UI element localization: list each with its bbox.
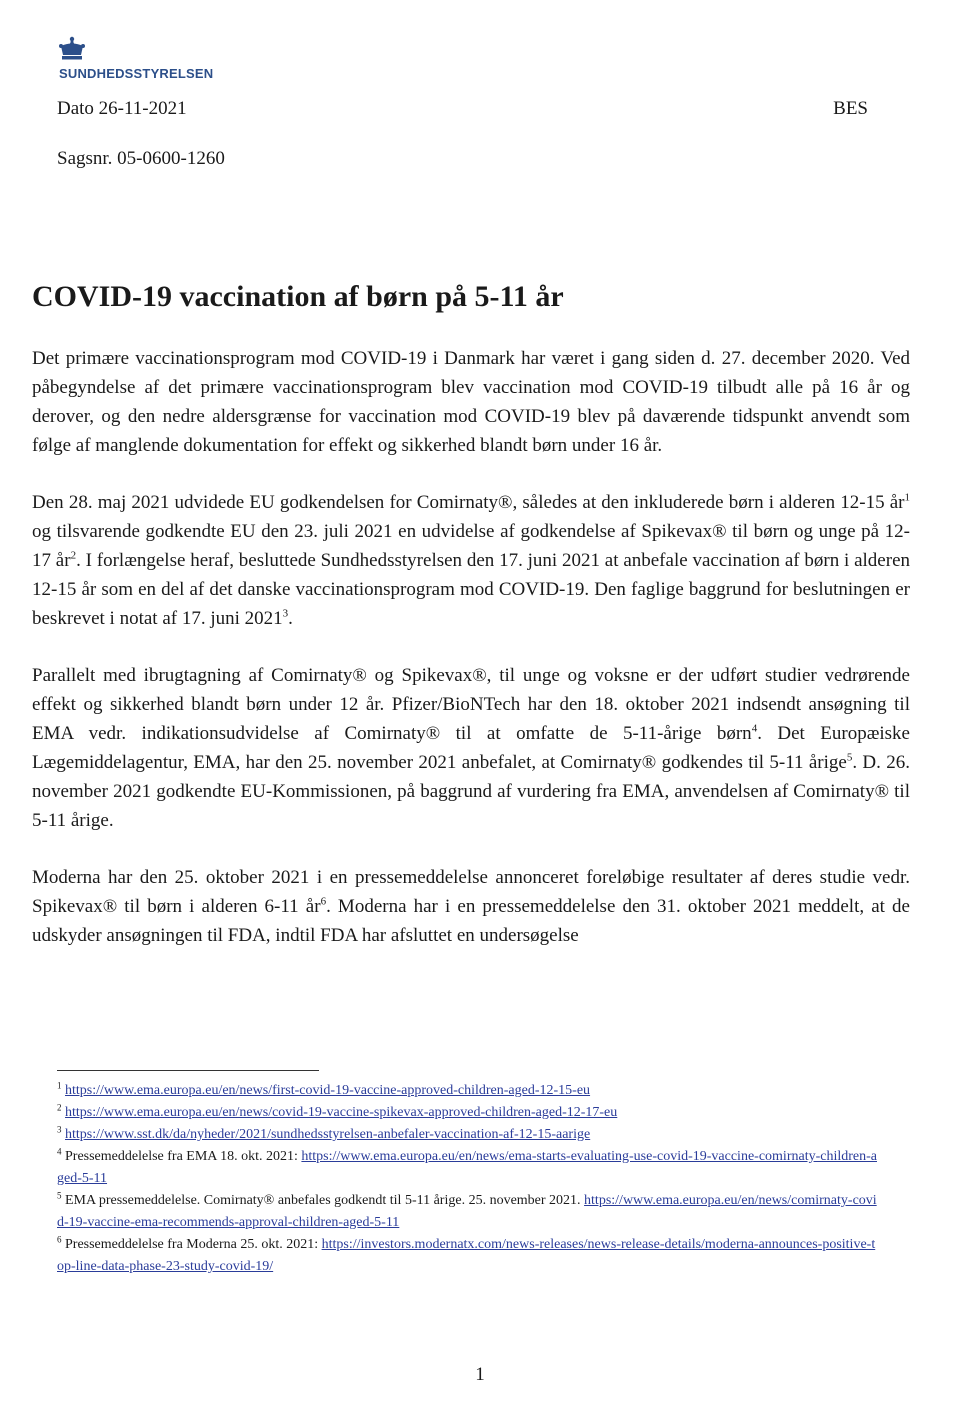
paragraph [32, 661, 910, 835]
footnote [57, 1190, 877, 1234]
paragraph-text: Det primære vaccinationsprogram mod COVID-19 i Danmark har været i gang siden d. 27. december 2020. Ved påbegyndelse af det primære vaccinationsprogram blev vaccination mod COVID-19 tilbudt alle på 16 år og derover, og den nedre aldersgrænse for vaccination mod COVID-19 blev på daværende tidspunkt anvendt som følge af manglende dokumentation for effekt og sikkerhed blandt børn under 16 år. [32, 348, 910, 456]
paragraph-text: . Moderna har i en pressemeddelelse den 31. oktober 2021 meddelt, at de udskyder ansøgningen til FDA, indtil FDA har afsluttet en undersøgelse [32, 896, 910, 946]
footnote [57, 1080, 877, 1102]
footnote-number: 3 [57, 1124, 62, 1135]
paragraph [32, 863, 910, 950]
footnote-number: 2 [57, 1102, 62, 1113]
page-number: 1 [475, 1364, 485, 1385]
footnote [57, 1146, 877, 1190]
crown-icon [57, 36, 87, 64]
paragraph-text: Den 28. maj 2021 udvidede EU godkendelsen for Comirnaty®, således at den inkluderede børn i alderen 12-15 år [32, 492, 905, 513]
paragraph-text: . Det Europæiske Lægemiddelagentur, EMA, har den 25. november 2021 anbefalet, at Comirnaty® godkendes til 5-11 årige [32, 723, 910, 773]
document-body [32, 344, 910, 978]
footnote-number: 1 [57, 1080, 62, 1091]
footnotes [57, 1080, 877, 1278]
footnote-link[interactable]: https://www.ema.europa.eu/en/news/covid-19-vaccine-spikevax-approved-children-aged-12-17-eu [65, 1105, 618, 1120]
footnote-number: 6 [57, 1234, 62, 1245]
document-title: COVID-19 vaccination af børn på 5-11 år [32, 280, 564, 313]
case-number: Sagsnr. 05-0600-1260 [57, 148, 225, 169]
document-date: Dato 26-11-2021 [57, 98, 187, 119]
paragraph-text: Parallelt med ibrugtagning af Comirnaty® og Spikevax®, til unge og voksne er der udført studier vedrørende effekt og sikkerhed blandt børn under 12 år. Pfizer/BioNTech har den 18. oktober 2021 indsendt ansøgning til EMA vedr. indikationsudvidelse af Comirnaty® til at omfatte de 5-11-årige børn [32, 665, 910, 744]
department-code: BES [833, 98, 868, 119]
footnote-ref-3[interactable]: 3 [282, 607, 289, 620]
paragraph-text: og tilsvarende godkendte EU den 23. juli 2021 en udvidelse af godkendelse af Spikevax® til børn og unge på 12-17 år [32, 521, 910, 571]
footnote-ref-6[interactable]: 6 [320, 895, 327, 908]
footnote-number: 5 [57, 1190, 62, 1201]
footnote [57, 1234, 877, 1278]
paragraph-text: . [288, 608, 293, 629]
footnote-ref-5[interactable]: 5 [846, 751, 853, 764]
footnote-text: Pressemeddelelse fra EMA 18. okt. 2021: [65, 1149, 302, 1164]
footnote-link[interactable]: https://www.ema.europa.eu/en/news/ema-starts-evaluating-use-covid-19-vaccine-comirnaty-children-aged-5-11 [57, 1149, 877, 1186]
footnote-separator [57, 1070, 319, 1071]
footnote-link[interactable]: https://investors.modernatx.com/news-releases/news-release-details/moderna-announces-positive-top-line-data-phase-23-study-covid-19/ [57, 1237, 876, 1274]
paragraph [32, 344, 910, 460]
footnote-ref-2[interactable]: 2 [70, 549, 77, 562]
footnote [57, 1124, 877, 1146]
footnote-link[interactable]: https://www.ema.europa.eu/en/news/comirnaty-covid-19-vaccine-ema-recommends-approval-children-aged-5-11 [57, 1193, 877, 1230]
sundhedsstyrelsen-logo [57, 36, 247, 84]
paragraph-text: Moderna har den 25. oktober 2021 i en pressemeddelelse annonceret foreløbige resultater af deres studie vedr. Spikevax® til børn i alderen 6-11 år [32, 867, 910, 917]
footnote [57, 1102, 877, 1124]
footnote-link[interactable]: https://www.ema.europa.eu/en/news/first-covid-19-vaccine-approved-children-aged-12-15-eu [65, 1083, 591, 1098]
footnote-link[interactable]: https://www.sst.dk/da/nyheder/2021/sundhedsstyrelsen-anbefaler-vaccination-af-12-15-aarige [65, 1127, 591, 1142]
footnote-number: 4 [57, 1146, 62, 1157]
footnote-ref-1[interactable]: 1 [904, 491, 910, 504]
footnote-text: EMA pressemeddelelse. Comirnaty® anbefales godkendt til 5-11 årige. 25. november 2021. [65, 1193, 585, 1208]
footnote-ref-4[interactable]: 4 [751, 722, 758, 735]
paragraph-text: . I forlængelse heraf, besluttede Sundhedsstyrelsen den 17. juni 2021 at anbefale vaccination af børn i alderen 12-15 år som en del af det danske vaccinationsprogram mod COVID-19. Den faglige baggrund for beslutningen er beskrevet i notat af 17. juni 2021 [32, 550, 911, 629]
footnote-text: Pressemeddelelse fra Moderna 25. okt. 2021: [65, 1237, 322, 1252]
logo-text: SUNDHEDSSTYRELSEN [59, 66, 214, 81]
paragraph [32, 488, 910, 633]
paragraph-text: . D. 26. november 2021 godkendte EU-Kommissionen, på baggrund af vurdering fra EMA, anvendelsen af Comirnaty® til 5-11 årige. [32, 752, 910, 831]
